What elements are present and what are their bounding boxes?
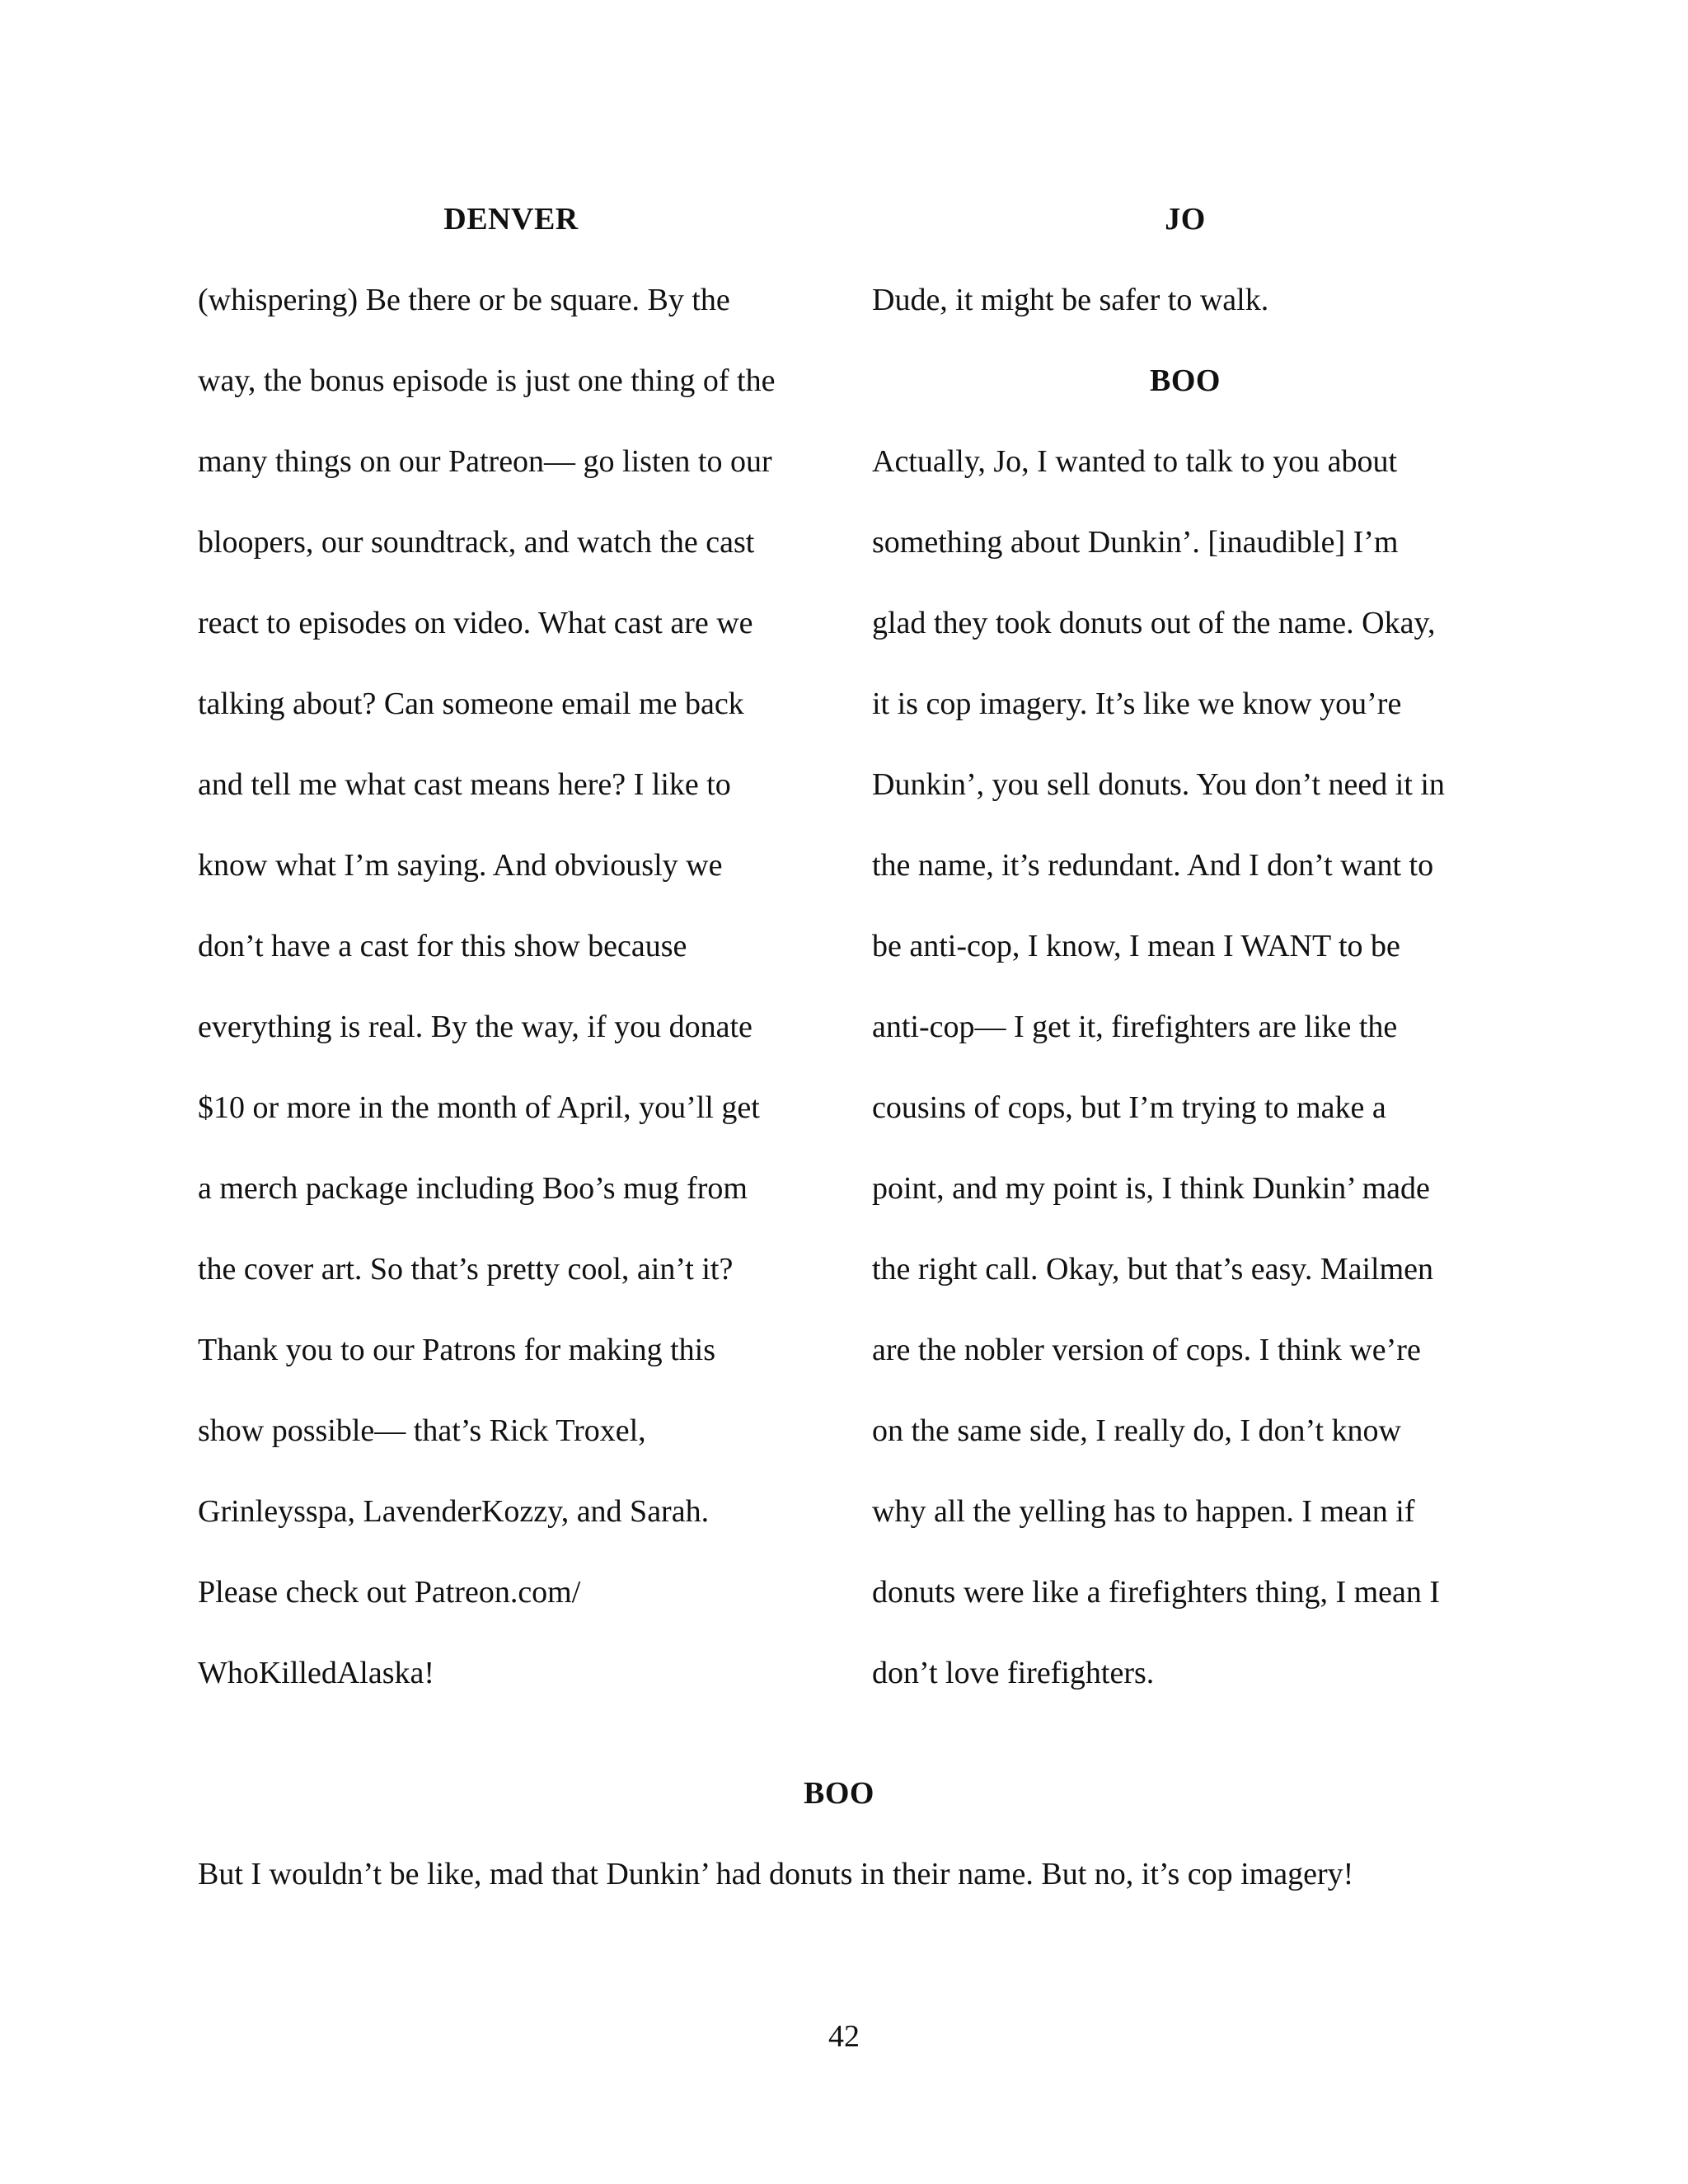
dialogue-line: Dude, it might be safer to walk. xyxy=(872,283,1269,317)
dialogue-line: way, the bonus episode is just one thing of the xyxy=(198,363,776,398)
speaker-name-boo: BOO xyxy=(1150,363,1221,398)
dialogue-line: anti-cop— I get it, firefighters are like the xyxy=(872,1010,1398,1044)
dialogue-line: talking about? Can someone email me back xyxy=(198,687,744,721)
dialogue-line: react to episodes on video. What cast are we xyxy=(198,606,753,640)
dialogue-line: bloopers, our soundtrack, and watch the cast xyxy=(198,525,755,560)
dialogue-line: don’t love firefighters. xyxy=(872,1656,1155,1690)
dialogue-line: and tell me what cast means here? I like to xyxy=(198,767,731,802)
dialogue-line: Thank you to our Patrons for making this xyxy=(198,1333,715,1367)
dialogue-line: $10 or more in the month of April, you’ll get xyxy=(198,1090,760,1125)
dialogue-line: WhoKilledAlaska! xyxy=(198,1656,435,1690)
dialogue-line: the right call. Okay, but that’s easy. Mailmen xyxy=(872,1252,1434,1286)
dialogue-line: are the nobler version of cops. I think we’re xyxy=(872,1333,1421,1367)
dialogue-line: a merch package including Boo’s mug from xyxy=(198,1171,748,1206)
speaker-name-boo: BOO xyxy=(804,1776,874,1811)
dialogue-line: Grinleysspa, LavenderKozzy, and Sarah. xyxy=(198,1494,710,1529)
left-dialogue-column xyxy=(198,198,824,1732)
speaker-name-denver: DENVER xyxy=(443,202,579,237)
right-dialogue-column xyxy=(872,198,1498,1732)
dialogue-line: donuts were like a firefighters thing, I mean I xyxy=(872,1575,1441,1610)
page-number: 42 xyxy=(828,2019,860,2054)
dialogue-line: the name, it’s redundant. And I don’t want to xyxy=(872,848,1434,883)
speaker-name-jo: JO xyxy=(1165,202,1206,237)
dialogue-line: But I wouldn’t be like, mad that Dunkin’ had donuts in their name. But no, it’s cop imagery! xyxy=(198,1857,1354,1891)
dialogue-line: Dunkin’, you sell donuts. You don’t need it in xyxy=(872,767,1445,802)
dialogue-line: it is cop imagery. It’s like we know you’re xyxy=(872,687,1402,721)
bottom-dialogue-block xyxy=(198,1772,1480,1933)
dialogue-line: cousins of cops, but I’m trying to make a xyxy=(872,1090,1386,1125)
dialogue-line: many things on our Patreon— go listen to our xyxy=(198,444,772,479)
dialogue-line: something about Dunkin’. [inaudible] I’m xyxy=(872,525,1399,560)
dialogue-line: don’t have a cast for this show because xyxy=(198,929,687,963)
dialogue-line: glad they took donuts out of the name. Okay, xyxy=(872,606,1436,640)
dialogue-line: Actually, Jo, I wanted to talk to you about xyxy=(872,444,1398,479)
dialogue-line: know what I’m saying. And obviously we xyxy=(198,848,723,883)
dialogue-line: everything is real. By the way, if you donate xyxy=(198,1010,753,1044)
dialogue-line: (whispering) Be there or be square. By the xyxy=(198,283,730,317)
dialogue-line: point, and my point is, I think Dunkin’ made xyxy=(872,1171,1430,1206)
dialogue-line: Please check out Patreon.com/ xyxy=(198,1575,581,1610)
dialogue-line: on the same side, I really do, I don’t know xyxy=(872,1413,1401,1448)
dialogue-line: the cover art. So that’s pretty cool, ain’t it? xyxy=(198,1252,734,1286)
dialogue-line: why all the yelling has to happen. I mean if xyxy=(872,1494,1415,1529)
dialogue-line: be anti-cop, I know, I mean I WANT to be xyxy=(872,929,1400,963)
dialogue-line: show possible— that’s Rick Troxel, xyxy=(198,1413,646,1448)
